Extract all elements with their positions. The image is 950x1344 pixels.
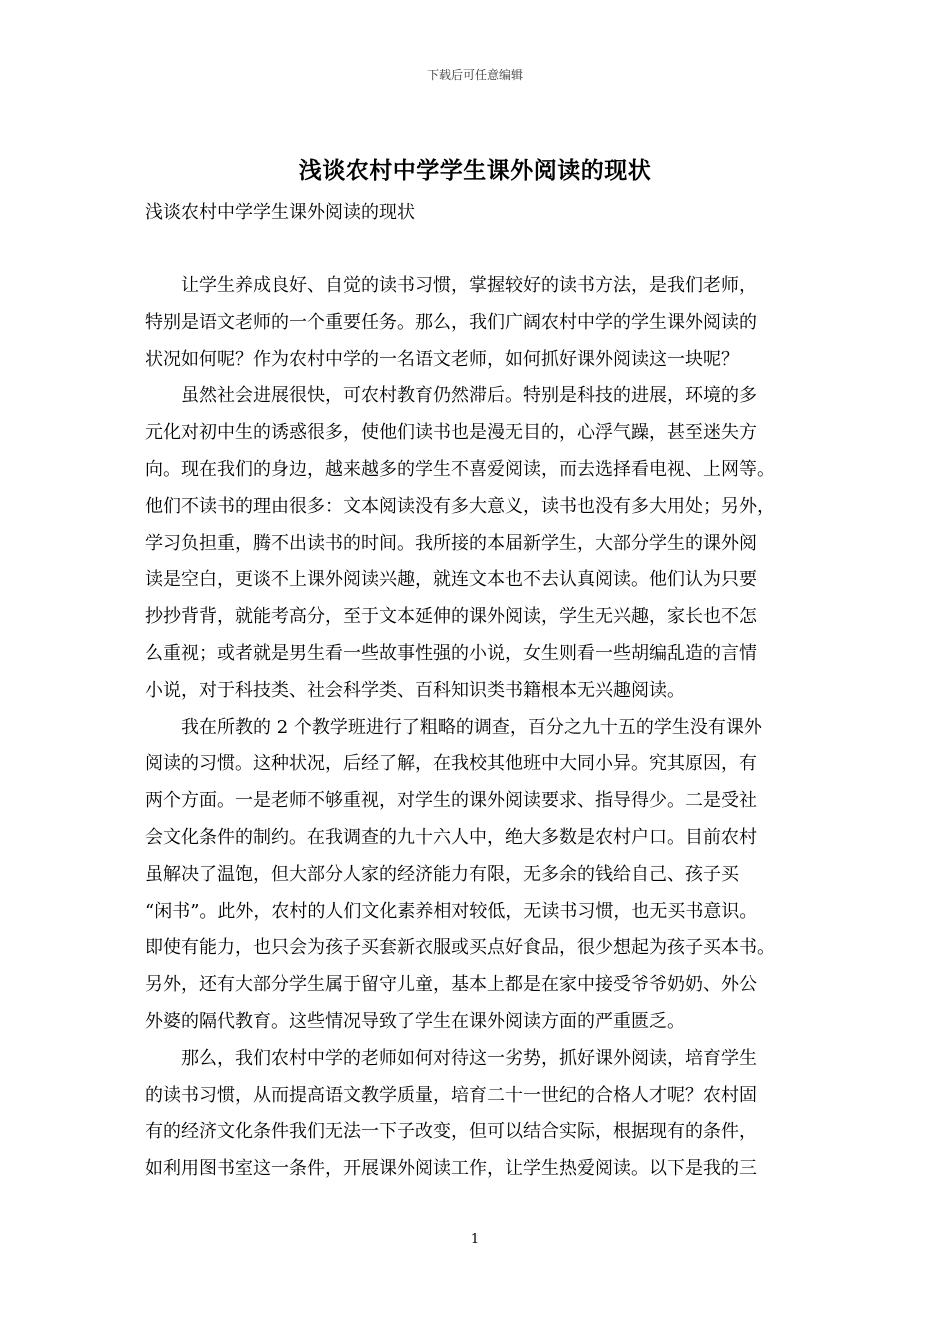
text-line: 那么，我们农村中学的老师如何对待这一劣势，抓好课外阅读，培育学生 [145, 1047, 757, 1069]
text-line: 状况如何呢？作为农村中学的一名语文老师，如何抓好课外阅读这一块呢？ [145, 348, 739, 370]
text-line: 我在所教的 2 个教学班进行了粗略的调查，百分之九十五的学生没有课外 [145, 716, 762, 738]
text-line: 有的经济文化条件我们无法一下子改变，但可以结合实际，根据现有的条件， [145, 1121, 757, 1143]
text-line: 读是空白，更谈不上课外阅读兴趣，就连文本也不去认真阅读。他们认为只要 [145, 569, 757, 591]
text-line: 小说，对于科技类、社会科学类、百科知识类书籍根本无兴趣阅读。 [145, 679, 685, 701]
document-title: 浅谈农村中学学生课外阅读的现状 [298, 157, 652, 184]
text-line: 虽然社会进展很快，可农村教育仍然滞后。特别是科技的进展，环境的多 [145, 385, 757, 407]
text-line: 外婆的隔代教育。这些情况导致了学生在课外阅读方面的严重匮乏。 [145, 1010, 685, 1032]
text-line: 向。现在我们的身边，越来越多的学生不喜爱阅读，而去选择看电视、上网等。 [145, 458, 775, 480]
text-line: 两个方面。一是老师不够重视，对学生的课外阅读要求、指导得少。二是受社 [145, 790, 757, 812]
text-line: 元化对初中生的诱惑很多，使他们读书也是漫无目的，心浮气躁，甚至迷失方 [145, 422, 757, 444]
text-line: 阅读的习惯。这种状况，后经了解，在我校其他班中大同小异。究其原因，有 [145, 753, 757, 775]
text-line: 抄抄背背，就能考高分，至于文本延伸的课外阅读，学生无兴趣，家长也不怎 [145, 606, 757, 628]
text-line: 特别是语文老师的一个重要任务。那么，我们广阔农村中学的学生课外阅读的 [145, 311, 757, 333]
text-line: 即使有能力，也只会为孩子买套新衣服或买点好食品，很少想起为孩子买本书。 [145, 937, 775, 959]
page-number: 1 [470, 1232, 480, 1247]
text-line: 么重视；或者就是男生看一些故事性强的小说，女生则看一些胡编乱造的言情 [145, 642, 757, 664]
text-line: “闲书”。此外，农村的人们文化素养相对较低，无读书习惯，也无买书意识。 [145, 900, 758, 922]
document-subtitle: 浅谈农村中学学生课外阅读的现状 [145, 202, 415, 223]
text-line: 学习负担重，腾不出读书的时间。我所接的本届新学生，大部分学生的课外阅 [145, 532, 757, 554]
text-line: 的读书习惯，从而提高语文教学质量，培育二十一世纪的合格人才呢？农村固 [145, 1084, 757, 1106]
text-line: 会文化条件的制约。在我调查的九十六人中，绝大多数是农村户口。目前农村 [145, 826, 757, 848]
text-line: 另外，还有大部分学生属于留守儿童，基本上都是在家中接受爷爷奶奶、外公 [145, 974, 757, 996]
text-line: 如利用图书室这一条件，开展课外阅读工作，让学生热爱阅读。以下是我的三 [145, 1158, 757, 1180]
body-text [145, 268, 825, 1188]
header-note: 下载后可任意编辑 [426, 68, 523, 82]
text-line: 虽解决了温饱，但大部分人家的经济能力有限，无多余的钱给自己、孩子买 [145, 863, 739, 885]
text-line: 他们不读书的理由很多：文本阅读没有多大意义，读书也没有多大用处；另外， [145, 495, 775, 517]
text-line: 让学生养成良好、自觉的读书习惯，掌握较好的读书方法，是我们老师， [145, 275, 757, 296]
